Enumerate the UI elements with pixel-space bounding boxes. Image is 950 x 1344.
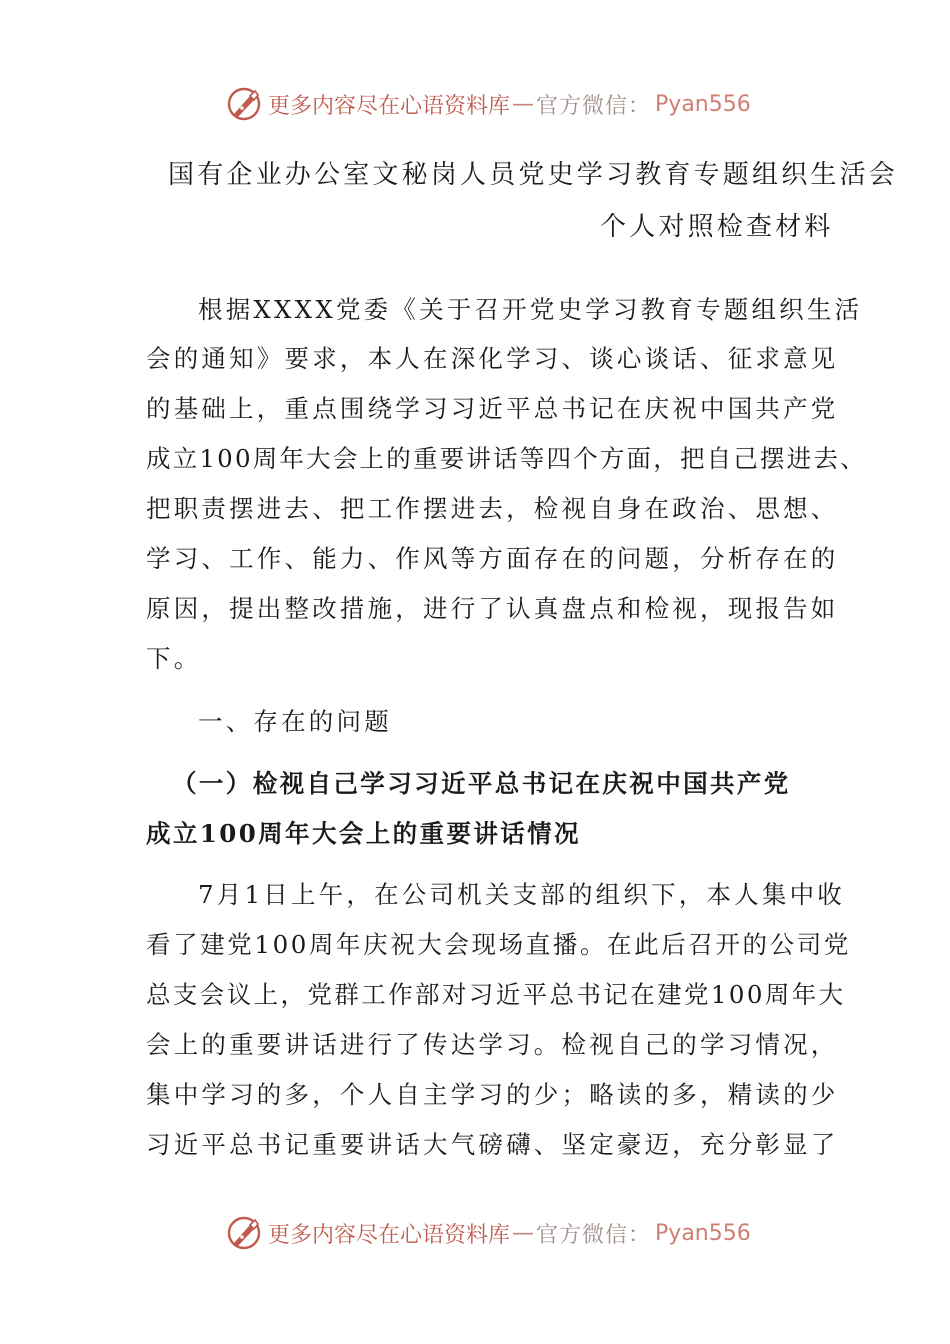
subsection-heading-line-1: （一）检视自己学习习近平总书记在庆祝中国共产党 — [172, 769, 791, 798]
body-line: 看了建党100周年庆祝大会现场直播。在此后召开的公司党 — [146, 930, 851, 959]
intro-line: 会的通知》要求，本人在深化学习、谈心谈话、征求意见 — [146, 344, 839, 373]
intro-line: 把职责摆进去、把工作摆进去，检视自身在政治、思想、 — [146, 494, 839, 523]
intro-line: 下。 — [146, 644, 202, 673]
watermark-wechat-id: Pyan556 — [655, 91, 751, 117]
intro-line: 成立100周年大会上的重要讲话等四个方面，把自己摆进去、 — [146, 444, 867, 473]
watermark-dash: — — [512, 91, 535, 117]
subsection-heading-line-2: 成立100周年大会上的重要讲话情况 — [146, 819, 581, 848]
section-heading: 一、存在的问题 — [198, 707, 392, 736]
watermark-dash: — — [512, 1220, 535, 1246]
watermark-wechat-label: 官方微信： — [536, 1222, 652, 1248]
pen-nib-icon — [224, 1213, 264, 1253]
document-title-line-2: 个人对照检查材料 — [600, 212, 834, 242]
intro-line: 原因，提出整改措施，进行了认真盘点和检视，现报告如 — [146, 594, 839, 623]
body-line: 习近平总书记重要讲话大气磅礴、坚定豪迈，充分彰显了 — [146, 1130, 839, 1159]
document-title-line-1: 国有企业办公室文秘岗人员党史学习教育专题组织生活会 — [168, 160, 899, 190]
watermark-wechat-id: Pyan556 — [655, 1220, 751, 1246]
body-line: 会上的重要讲话进行了传达学习。检视自己的学习情况， — [146, 1030, 839, 1059]
watermark-banner-top — [224, 84, 751, 124]
watermark-brand: 更多内容尽在心语资料库 — [268, 93, 511, 119]
watermark-banner-bottom — [224, 1213, 751, 1253]
watermark-wechat-label: 官方微信： — [536, 93, 652, 119]
body-line: 7月1日上午，在公司机关支部的组织下，本人集中收 — [198, 880, 845, 909]
body-line: 总支会议上，党群工作部对习近平总书记在建党100周年大 — [146, 980, 846, 1009]
intro-line: 的基础上，重点围绕学习习近平总书记在庆祝中国共产党 — [146, 394, 839, 423]
intro-line: 学习、工作、能力、作风等方面存在的问题，分析存在的 — [146, 544, 839, 573]
watermark-brand: 更多内容尽在心语资料库 — [268, 1222, 511, 1248]
intro-line: 根据XXXX党委《关于召开党史学习教育专题组织生活 — [198, 295, 863, 324]
pen-nib-icon — [224, 84, 264, 124]
body-line: 集中学习的多，个人自主学习的少；略读的多，精读的少 — [146, 1080, 839, 1109]
